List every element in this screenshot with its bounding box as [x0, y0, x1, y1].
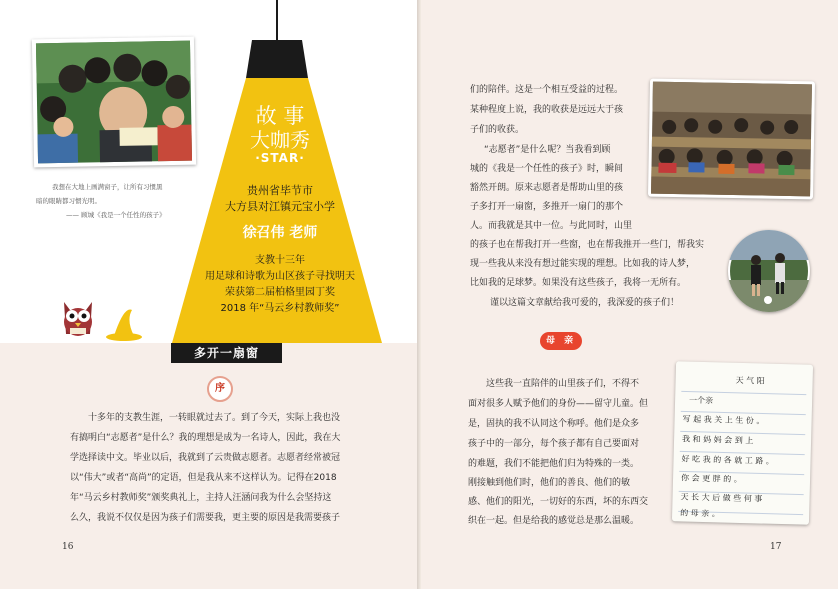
- lamp-info-line3: 荣获第二届柏格里园丁奖: [225, 287, 335, 298]
- right-top-line-1: 们的陪伴。这是一个相互受益的过程。: [470, 85, 624, 95]
- right-top-line-3: 子们的收获。: [470, 125, 525, 135]
- left-body-line-4: 以“伟大”或者“高尚”的定语，但是我从来不这样认为。记得在2018: [70, 473, 337, 483]
- right-bottom-line-4: 孩子中的一部分，每个孩子都有自己要面对: [468, 439, 640, 449]
- note-line-4: 我 和 妈 妈 会 到 上: [681, 434, 754, 446]
- right-top-line-11: 比如我的足球梦。如果没有这些孩子，我将一无所有。: [470, 278, 687, 288]
- lamp-title-line1: 故 事: [255, 104, 305, 128]
- right-top-line-5: 城的《我是一个任性的孩子》时，瞬间: [470, 164, 624, 174]
- right-bottom-line-5: 的难题，我们不能把他们归为特殊的一类。: [468, 459, 640, 469]
- page-gutter: [417, 0, 421, 589]
- note-line-7: 天 长 大 后 做 些 何 事: [680, 492, 763, 504]
- preface-badge: 序: [207, 376, 233, 402]
- caption-line-1: 我想在大地上画满窗子，让所有习惯黑: [52, 183, 163, 191]
- note-line-5: 好 吃 我 的 各 就 工 路 。: [681, 454, 774, 466]
- caption-line-2: 暗的眼睛都习惯光明。: [36, 197, 101, 205]
- lamp-info-line1: 支教十三年: [255, 255, 305, 266]
- right-bottom-line-1: 这些我一直陪伴的山里孩子们，不得不: [486, 379, 640, 389]
- right-bottom-line-3: 是，固执的我不认同这个称呼。他们是众多: [468, 419, 640, 429]
- left-body-line-3: 学选择读中文。毕业以后，我就到了云贵做志愿者。志愿者经常被冠: [70, 453, 341, 463]
- lamp-star-badge: ·STAR·: [255, 151, 305, 165]
- lamp-info-line4: 2018 年“马云乡村教师奖”: [220, 303, 340, 314]
- right-top-line-2: 某种程度上说，我的收获是远远大于孩: [470, 105, 624, 115]
- photo-football: [728, 230, 810, 312]
- page-number-left: 16: [62, 542, 74, 552]
- caption-attribution: —— 顾城《我是一个任性的孩子》: [66, 211, 166, 219]
- right-top-line-4: “志愿者”是什么呢？当我看到顾: [484, 145, 611, 155]
- right-top-line-9: 的孩子也在帮我打开一些窗，也在帮我推开一些门，帮我实: [470, 240, 705, 250]
- lamp-school-line2: 大方县对江镇元宝小学: [225, 200, 335, 213]
- story-star-lamp: [170, 0, 390, 345]
- photo-handwritten-note: [672, 361, 813, 525]
- right-bottom-line-2: 面对很多人赋予他们的身份——留守儿童。但: [468, 399, 649, 409]
- lamp-title-line2: 大咖秀: [250, 128, 310, 152]
- left-body-line-6: 么久，我说不仅仅是因为孩子们需要我，更主要的原因是我需要孩子: [70, 513, 341, 523]
- left-body-line-1: 十多年的支教生涯，一转眼就过去了。到了今天，实际上我也没: [88, 413, 341, 423]
- right-top-line-8: 人。而我就是其中一位。与此同时，山里: [470, 221, 633, 231]
- note-line-8: 的 母 亲 。: [680, 508, 720, 519]
- section-title: 多开一扇窗: [171, 343, 282, 363]
- right-top-line-6: 豁然开朗。原来志愿者是帮助山里的孩: [470, 183, 624, 193]
- right-bottom-line-8: 织在一起。但是给我的感觉总是那么温暖。: [468, 516, 640, 526]
- note-line-1: 天 气 阳: [735, 375, 765, 386]
- note-line-2: 一个亲: [688, 395, 714, 406]
- note-line-3: 写 起 我 关 上 生 份 。: [682, 414, 765, 426]
- mother-badge: 母 亲: [540, 332, 582, 350]
- lamp-teacher-name: 徐召伟 老师: [242, 225, 318, 241]
- right-top-line-10: 现一些我从来没有想过能实现的理想。比如我的诗人梦，: [470, 259, 696, 269]
- right-top-line-12: 谨以这篇文章献给我可爱的，我深爱的孩子们！: [490, 298, 680, 308]
- right-bottom-line-7: 感、他们的阳光，一切好的东西，坏的东西交: [468, 497, 649, 507]
- left-body-line-2: 有搞明白“志愿者”是什么？我的理想是成为一名诗人，因此，我在大: [70, 433, 341, 443]
- wizard-hat-icon: [104, 306, 146, 342]
- right-bottom-line-6: 刚接触到他们时，他们的善良、他们的敏: [468, 478, 631, 488]
- left-body-line-5: 年“马云乡村教师奖”颁奖典礼上，主持人汪涵问我为什么会坚持这: [70, 493, 332, 503]
- note-line-6: 你 会 更 胖 的 。: [680, 473, 742, 484]
- lamp-school-line1: 贵州省毕节市: [247, 184, 313, 197]
- right-top-line-7: 子多打开一扇窗，多推开一扇门的那个: [470, 202, 624, 212]
- owl-mascot-icon: [54, 294, 102, 342]
- photo-classroom: [648, 79, 815, 200]
- lamp-info-line2: 用足球和诗歌为山区孩子寻找明天: [205, 271, 355, 282]
- page-number-right: 17: [770, 542, 782, 552]
